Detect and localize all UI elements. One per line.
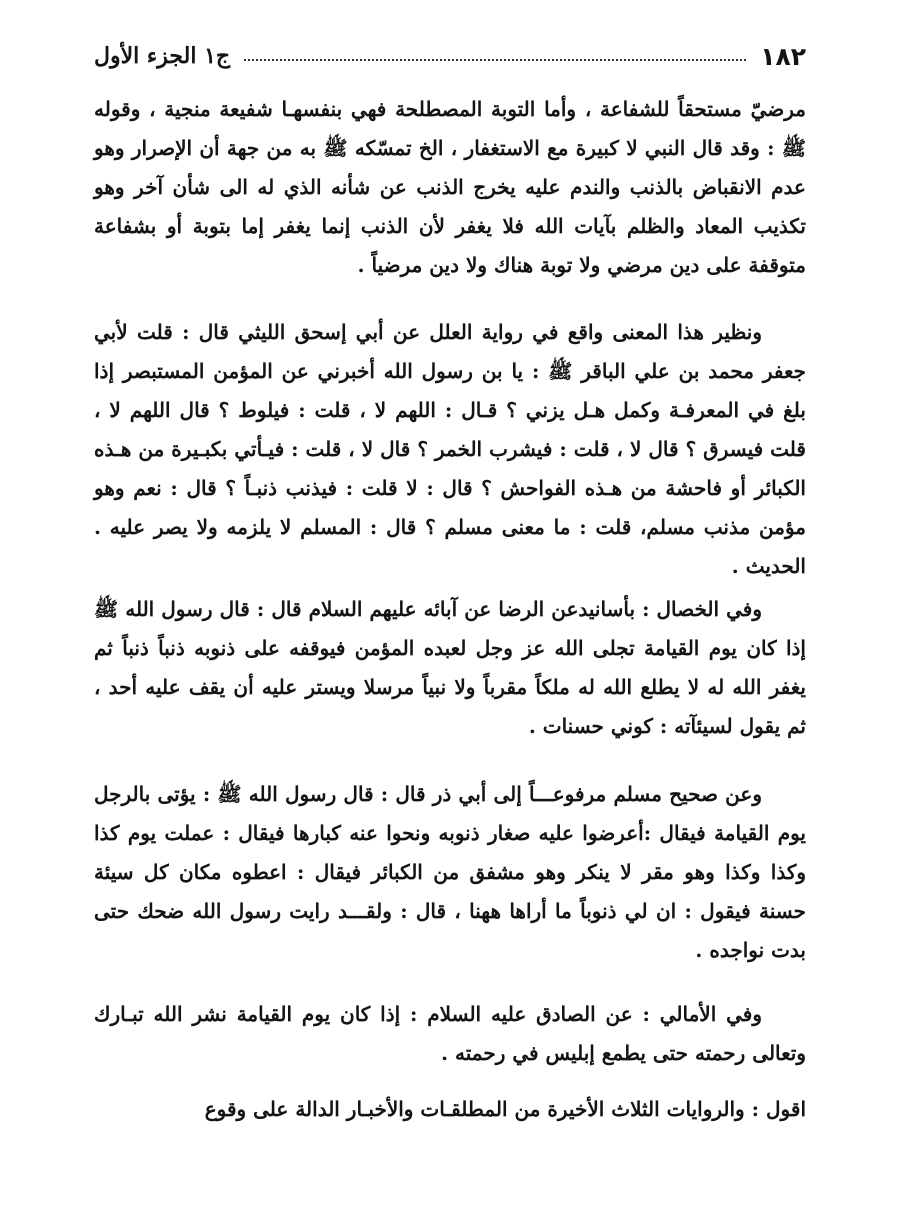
paragraph-sahih-muslim-narration: وعن صحيح مسلم مرفوعـــاً إلى أبي ذر قال : قال رسول الله ﷺ : يؤتى بالرجل يوم القيامة فيقال :أعرضوا عليه صغار ذنوبه ونحوا عنه كبارها فيقال : عملت يوم كذا وكذا وكذا وهو مقر لا ينكر وهو مشفق من الكبائر فيقال : اعطوه مكان كل سيئة حسنة فيقول : ان لي ذنوباً ما أراها ههنا ، قال : ولقـــد رايت رسول الله ضحك حتى بدت نواجده . <box>94 782 806 962</box>
closing-paragraph <box>94 1090 806 1129</box>
paragraph-intercession: مرضيّ مستحقاً للشفاعة ، وأما التوبة المصطلحة فهي بنفسهـا شفيعة منجية ، وقوله ﷺ : وقد قال النبي لا كبيرة مع الاستغفار ، الخ تمسّكه ﷺ به من جهة أن الإصرار وهو عدم الانقباض بالذنب والندم عليه يخرج الذنب عن شأنه الذي له الى شأن آخر وهو تكذيب المعاد والظلم بآيات الله فلا يغفر لأن الذنب إنما يغفر إما بتوبة أو بشفاعة متوقفة على دين مرضي ولا توبة هناك ولا دين مرضياً . <box>94 97 806 277</box>
running-header <box>94 36 806 76</box>
paragraph-ilal-narration: ونظير هذا المعنى واقع في رواية العلل عن أبي إسحق الليثي قال : قلت لأبي جعفر محمد بن علي الباقر ﷺ : يا بن رسول الله أخبرني عن المؤمن المستبصر إذا بلغ في المعرفـة وكمل هـل يزني ؟ قـال : اللهم لا ، قلت : فيلوط ؟ قال اللهم لا ، قلت فيسرق ؟ قال لا ، قلت : فيشرب الخمر ؟ قال لا ، قلت : فيـأتي بكبـيرة من هـذه الكبائر أو فاحشة من هـذه الفواحش ؟ قال : لا قلت : فيذنب ذنبـاً ؟ قال : نعم وهو مؤمن مذنب مسلم، قلت : ما معنى مسلم ؟ قال : المسلم لا يلزمه ولا يصر عليه . الحديث . <box>94 320 806 578</box>
page-number: ١٨٢ <box>760 41 806 71</box>
closing-text: والروايات الثلاث الأخيرة من المطلقـات والأخبـار الدالة على وقوع <box>204 1097 745 1121</box>
volume-title: ج١ الجزء الأول <box>94 43 231 69</box>
header-dotted-rule <box>244 59 746 61</box>
paragraph-khisal-narration: وفي الخصال : بأسانيدعن الرضا عن آبائه عليهم السلام قال : قال رسول الله ﷺ إذا كان يوم القيامة تجلى الله عز وجل لعبده المؤمن فيوقفه على ذنوبه ذنباً ذنباً ثم يغفر الله له لا يطلع الله له ملكاً مقرباً ولا نبياً مرسلا ويستر عليه أن يقف عليه أحد ، ثم يقول لسيئآته : كوني حسنات . <box>94 597 806 738</box>
closing-lead-word: اقول : <box>751 1097 806 1121</box>
paragraph-amali-narration: وفي الأمالي : عن الصادق عليه السلام : إذا كان يوم القيامة نشر الله تبـارك وتعالى رحمته حتى يطمع إبليس في رحمته . <box>94 1002 806 1065</box>
